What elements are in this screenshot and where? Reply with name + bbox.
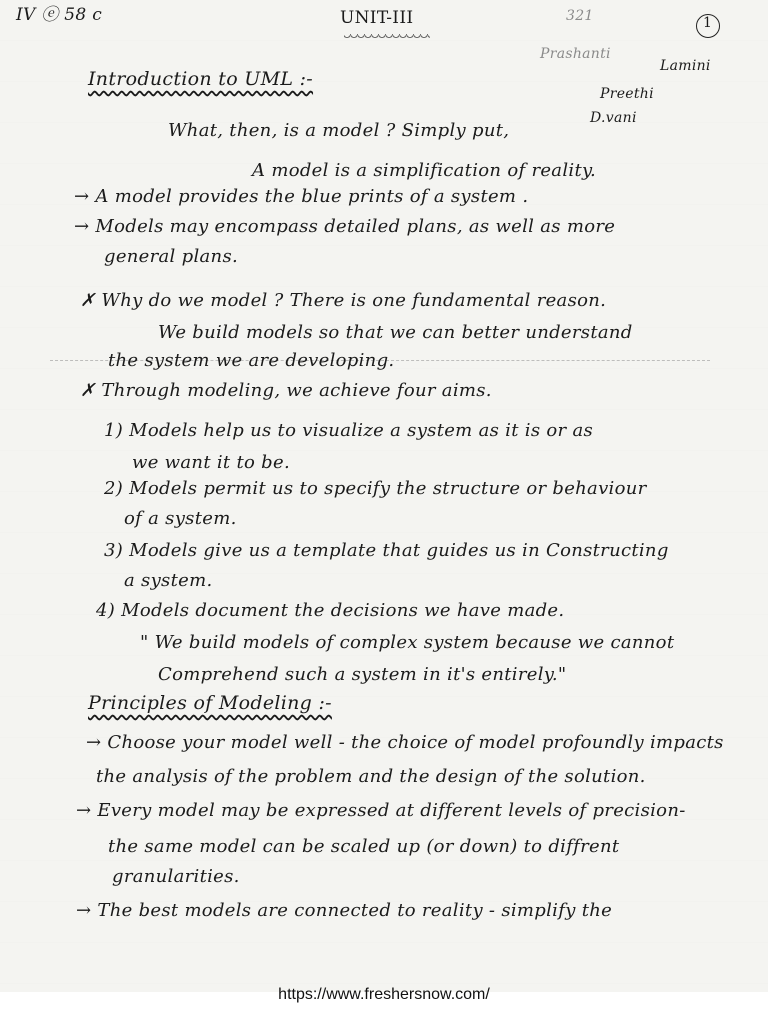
unit-title-underline bbox=[344, 34, 430, 40]
line-10: 1) Models help us to visualize a system as it is or as bbox=[104, 420, 594, 441]
line-7: We build models so that we can better understand bbox=[158, 322, 633, 343]
line-6: ✗ Why do we model ? There is one fundamental reason. bbox=[80, 290, 607, 311]
line-9: ✗ Through modeling, we achieve four aims. bbox=[80, 380, 492, 401]
line-16: 4) Models document the decisions we have made. bbox=[96, 600, 565, 621]
page-number: 1 bbox=[703, 15, 713, 31]
line-1: What, then, is a model ? Simply put, bbox=[168, 120, 510, 141]
pencil-note: Prashanti bbox=[540, 46, 611, 62]
line-17: " We build models of complex system because we cannot bbox=[140, 632, 675, 653]
name-2: Preethi bbox=[600, 86, 654, 102]
name-1: Lamini bbox=[660, 58, 711, 74]
line-11: we want it to be. bbox=[132, 452, 290, 473]
principle-1: → Choose your model well - the choice of model profoundly impacts bbox=[86, 732, 724, 753]
line-3: → A model provides the blue prints of a system . bbox=[74, 186, 529, 207]
heading-intro-uml: Introduction to UML :- bbox=[88, 68, 314, 90]
principle-4: the same model can be scaled up (or down) to diffrent bbox=[108, 836, 620, 857]
principle-3: → Every model may be expressed at different levels of precision- bbox=[76, 800, 686, 821]
pencil-code: 321 bbox=[566, 8, 594, 24]
line-4: → Models may encompass detailed plans, as well as more bbox=[74, 216, 616, 237]
line-18: Comprehend such a system in it's entirely." bbox=[158, 664, 567, 685]
line-5: general plans. bbox=[104, 246, 238, 267]
line-12: 2) Models permit us to specify the structure or behaviour bbox=[104, 478, 647, 499]
margin-note-topleft: IV ⓔ 58 c bbox=[16, 5, 103, 25]
line-13: of a system. bbox=[124, 508, 237, 529]
line-15: a system. bbox=[124, 570, 213, 591]
principle-5: granularities. bbox=[112, 866, 240, 887]
line-14: 3) Models give us a template that guides us in Constructing bbox=[104, 540, 669, 561]
line-2: A model is a simplification of reality. bbox=[252, 160, 597, 181]
line-8: the system we are developing. bbox=[108, 350, 395, 371]
heading-principles: Principles of Modeling :- bbox=[88, 692, 332, 714]
principle-2: the analysis of the problem and the design of the solution. bbox=[96, 766, 646, 787]
name-3: D.vani bbox=[590, 110, 637, 126]
footer-url[interactable]: https://www.freshersnow.com/ bbox=[278, 986, 490, 1003]
principle-6: → The best models are connected to reality - simplify the bbox=[76, 900, 613, 921]
unit-title: UNIT-III bbox=[340, 8, 414, 28]
